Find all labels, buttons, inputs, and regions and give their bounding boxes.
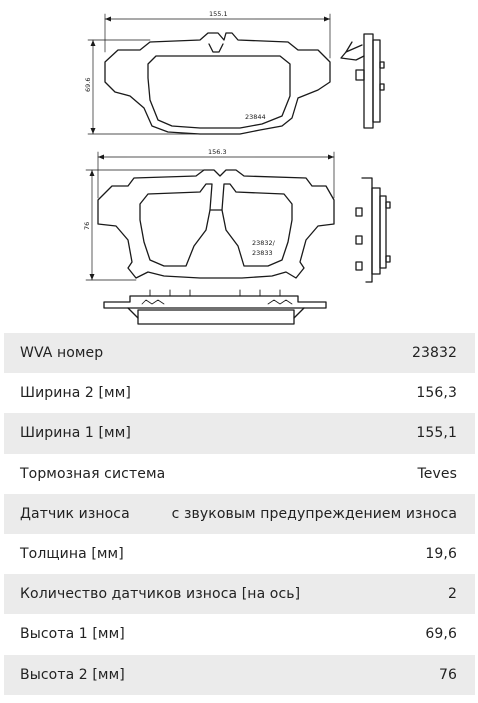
bottom-pad-plan-view <box>104 290 326 324</box>
top-pad-height-label: 69.6 <box>84 77 92 92</box>
spec-row-wva-number <box>4 333 475 373</box>
spec-value: 23832 <box>411 345 457 362</box>
spec-label: Ширина 2 [мм] <box>20 385 131 402</box>
bottom-pad-height-label: 76 <box>83 221 91 230</box>
brake-pad-technical-drawing <box>0 0 478 332</box>
bottom-pad-part-label-1: 23832/ <box>252 239 275 247</box>
spec-row-wear-sensor <box>4 494 475 534</box>
spec-row-brake-system <box>4 454 475 494</box>
spec-label: Тормозная система <box>20 465 166 482</box>
spec-value: 156,3 <box>416 385 457 402</box>
bottom-pad-front-view <box>86 152 334 280</box>
spec-value: Teves <box>417 465 457 482</box>
spec-label: Высота 1 [мм] <box>20 626 125 643</box>
specifications-table <box>4 333 475 695</box>
spec-value: с звуковым предупреждением износа <box>171 505 457 522</box>
spec-label: Высота 2 [мм] <box>20 666 125 683</box>
spec-value: 19,6 <box>425 546 457 563</box>
spec-label: Ширина 1 [мм] <box>20 425 131 442</box>
bottom-pad-part-label-2: 23833 <box>252 249 273 257</box>
top-pad-part-label: 23844 <box>245 113 266 121</box>
spec-value: 76 <box>438 666 457 683</box>
spec-label: Датчик износа <box>20 505 130 522</box>
spec-label: WVA номер <box>20 345 104 362</box>
spec-row-thickness <box>4 534 475 574</box>
spec-row-width-1 <box>4 413 475 453</box>
spec-label: Толщина [мм] <box>20 546 124 563</box>
bottom-pad-side-view <box>356 178 390 282</box>
spec-row-sensor-count <box>4 574 475 614</box>
top-pad-front-view <box>88 14 330 134</box>
bottom-pad-width-label: 156.3 <box>208 148 227 156</box>
spec-row-height-2 <box>4 655 475 695</box>
spec-row-height-1 <box>4 614 475 654</box>
spec-value: 155,1 <box>416 425 457 442</box>
spec-value: 2 <box>447 586 457 603</box>
spec-row-width-2 <box>4 373 475 413</box>
spec-value: 69,6 <box>425 626 457 643</box>
top-pad-width-label: 155.1 <box>209 10 228 18</box>
top-pad-side-view <box>341 34 384 128</box>
spec-label: Количество датчиков износа [на ось] <box>20 586 301 603</box>
